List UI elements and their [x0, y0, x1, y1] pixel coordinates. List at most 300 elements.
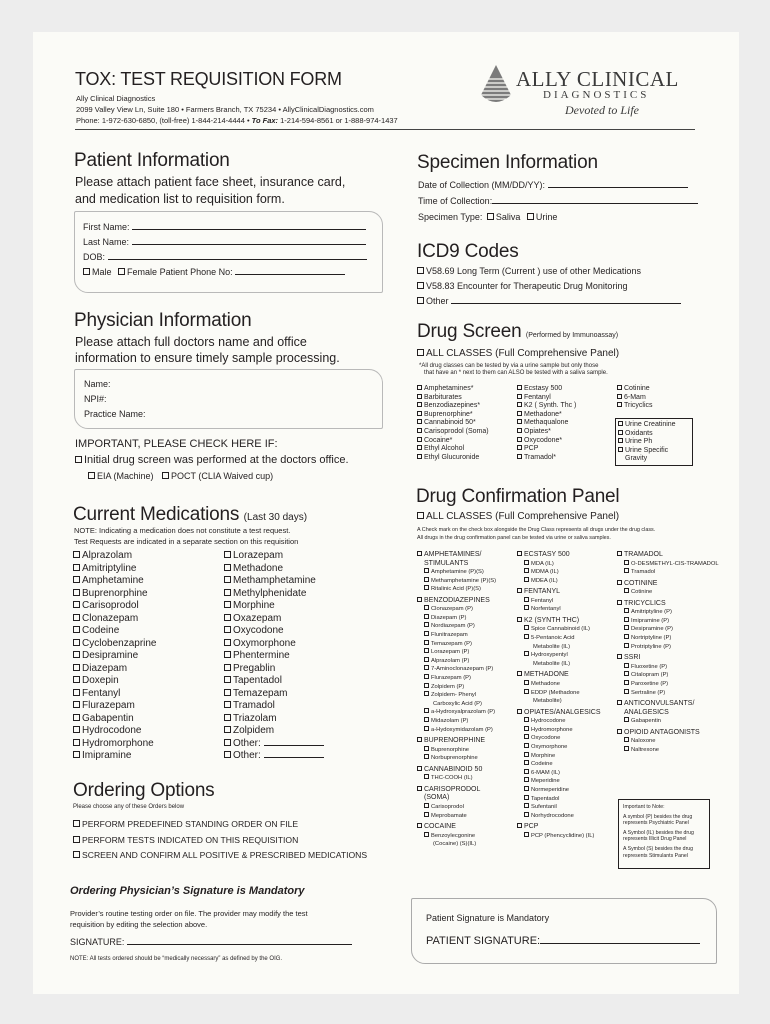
confirmation-drug-label: Carisoprodol [431, 803, 464, 810]
medications-title-suffix: (Last 30 days) [243, 512, 308, 523]
urine-validity-box [615, 418, 693, 466]
confirmation-drug-checkbox[interactable] [524, 605, 529, 610]
confirmation-class-label: BENZODIAZEPINES [424, 596, 490, 604]
medication-other-field[interactable] [264, 757, 324, 758]
ordering-option-checkbox[interactable] [73, 836, 80, 843]
confirmation-drug-checkbox[interactable] [424, 605, 429, 610]
confirmation-drug-label: Flunitrazepam [431, 632, 468, 639]
confirmation-class [617, 729, 727, 738]
confirmation-class [517, 709, 617, 718]
confirmation-drug-checkbox[interactable] [624, 663, 629, 668]
urine-validity-item [618, 430, 676, 439]
header-divider [75, 129, 695, 130]
confirmation-drug-checkbox[interactable] [524, 734, 529, 739]
medication-checkbox[interactable] [224, 739, 231, 746]
medication-item [73, 588, 157, 601]
medication-checkbox[interactable] [73, 639, 80, 646]
saliva-checkbox[interactable] [487, 213, 494, 220]
confirmation-drug-checkbox[interactable] [524, 760, 529, 765]
medication-checkbox[interactable] [224, 701, 231, 708]
dob-field[interactable] [108, 259, 367, 260]
confirmation-drug-label: Temazepam (P) [431, 640, 472, 647]
medication-label: Desipramine [82, 650, 139, 661]
confirmation-class-checkbox[interactable] [617, 600, 622, 605]
medication-label: Imipramine [82, 750, 132, 761]
medication-item [224, 725, 324, 738]
ordering-option-checkbox[interactable] [73, 851, 80, 858]
confirmation-drug-checkbox[interactable] [624, 717, 629, 722]
confirmation-drug [517, 769, 617, 778]
confirmation-title: Drug Confirmation Panel [416, 486, 620, 507]
drug-screen-checkbox[interactable] [417, 411, 422, 416]
medication-checkbox[interactable] [73, 739, 80, 746]
confirmation-class-label: STIMULANTS [424, 559, 469, 567]
medication-label: Methadone [233, 562, 284, 574]
confirmation-drug-checkbox[interactable] [424, 577, 429, 582]
confirmation-drug-label: Clonazepam (P) [431, 606, 473, 613]
confirmation-class-checkbox[interactable] [417, 823, 422, 828]
confirmation-drug-label: 6-MAM (IL) [531, 769, 560, 776]
confirmation-class [417, 786, 517, 795]
collection-date-field[interactable] [548, 187, 688, 188]
confirmation-drug [517, 605, 617, 614]
drug-screen-subtitle: (Performed by Immunoassay) [525, 332, 619, 339]
confirmation-drug-checkbox[interactable] [524, 752, 529, 757]
confirmation-drug-checkbox[interactable] [624, 689, 629, 694]
confirmation-group [617, 700, 727, 726]
medication-checkbox[interactable] [224, 651, 231, 658]
confirmation-class [417, 766, 517, 775]
confirmation-drug [517, 697, 617, 706]
medication-label: Cyclobenzaprine [82, 637, 157, 649]
confirmation-drug-checkbox[interactable] [424, 832, 429, 837]
first-name-field[interactable] [132, 229, 366, 230]
confirmation-group [417, 823, 517, 849]
confirmation-drug-checkbox[interactable] [524, 625, 529, 630]
confirmation-class-checkbox[interactable] [517, 671, 522, 676]
medication-item [73, 688, 157, 701]
confirmation-drug [617, 608, 727, 617]
medication-item [224, 550, 324, 563]
confirmation-drug-checkbox[interactable] [524, 743, 529, 748]
confirmation-drug-checkbox[interactable] [524, 786, 529, 791]
drug-screen-checkbox[interactable] [517, 437, 522, 442]
confirmation-group [417, 737, 517, 763]
confirmation-drug [517, 752, 617, 761]
medications-col-2 [224, 550, 324, 763]
confirmation-drug-checkbox[interactable] [424, 568, 429, 573]
confirmation-class-checkbox[interactable] [617, 654, 622, 659]
confirmation-drug-checkbox[interactable] [424, 754, 429, 759]
confirmation-drug-checkbox[interactable] [624, 671, 629, 676]
confirmation-class-checkbox[interactable] [617, 700, 622, 705]
medication-checkbox[interactable] [224, 551, 231, 558]
urine-validity-checkbox[interactable] [618, 438, 623, 443]
confirmation-drug [517, 597, 617, 606]
drug-screen-item [517, 428, 576, 437]
medication-checkbox[interactable] [224, 576, 231, 583]
confirmation-drug [417, 691, 517, 700]
confirmation-drug-checkbox[interactable] [424, 665, 429, 670]
confirmation-group [617, 580, 727, 597]
confirmation-class-label: CANNABINOID 50 [424, 765, 483, 773]
confirmation-drug-checkbox[interactable] [524, 597, 529, 602]
urine-validity-checkbox[interactable] [618, 430, 623, 435]
confirmation-drug-checkbox[interactable] [424, 746, 429, 751]
medication-checkbox[interactable] [73, 701, 80, 708]
confirmation-drug-checkbox[interactable] [624, 588, 629, 593]
poct-checkbox[interactable] [162, 472, 169, 479]
medications-title [73, 504, 307, 526]
important-label: IMPORTANT, PLEASE CHECK HERE IF: [75, 438, 278, 450]
confirmation-drug-checkbox[interactable] [524, 803, 529, 808]
medication-checkbox[interactable] [73, 564, 80, 571]
confirmation-drug-checkbox[interactable] [624, 634, 629, 639]
medication-checkbox[interactable] [73, 689, 80, 696]
confirmation-drug-checkbox[interactable] [524, 689, 529, 694]
drug-screen-item [517, 419, 576, 428]
practice-name-label[interactable]: Practice Name: [84, 409, 146, 419]
confirmation-drug-checkbox[interactable] [424, 631, 429, 636]
confirmation-drug [417, 614, 517, 623]
confirmation-drug-checkbox[interactable] [624, 643, 629, 648]
medication-checkbox[interactable] [224, 689, 231, 696]
drug-screen-checkbox[interactable] [517, 411, 522, 416]
confirmation-drug [517, 786, 617, 795]
drug-screen-item [617, 385, 653, 394]
drug-screen-col-3 [617, 385, 653, 411]
medication-item [224, 650, 324, 663]
confirmation-drug-label: MDMA (IL) [531, 569, 559, 576]
drug-screen-item [417, 445, 489, 454]
confirmation-group [517, 617, 617, 668]
physician-signature-field[interactable] [127, 944, 352, 945]
medication-checkbox[interactable] [73, 664, 80, 671]
ordering-option-checkbox[interactable] [73, 820, 80, 827]
medication-checkbox[interactable] [73, 676, 80, 683]
confirmation-group [617, 729, 727, 755]
confirmation-drug-label: Meprobamate [431, 812, 467, 819]
confirmation-class-checkbox[interactable] [617, 551, 622, 556]
medication-item [73, 675, 157, 688]
confirmation-drug-label: a-Hydoxymidazolam (P) [431, 726, 493, 733]
confirmation-drug-label: Nordiazepam (P) [431, 623, 475, 630]
drug-screen-item [417, 385, 489, 394]
confirmation-drug [417, 746, 517, 755]
medication-other-field[interactable] [264, 745, 324, 746]
drug-screen-label: 6-Mam [624, 393, 646, 401]
confirmation-col-3 [617, 551, 727, 757]
confirmation-drug-checkbox[interactable] [424, 803, 429, 808]
confirmation-class-checkbox[interactable] [517, 551, 522, 556]
icd-checkbox-1[interactable] [417, 267, 424, 274]
confirmation-drug-label: Methamphetamine (P)(S) [431, 577, 497, 584]
confirmation-drug-checkbox[interactable] [524, 795, 529, 800]
drug-screen-label: PCP [524, 445, 539, 453]
confirmation-drug-label: Sufentanil [531, 804, 557, 811]
confirmation-drug-checkbox[interactable] [624, 737, 629, 742]
urine-validity-checkbox[interactable] [618, 421, 623, 426]
medication-checkbox[interactable] [224, 676, 231, 683]
confirmation-drug-checkbox[interactable] [424, 691, 429, 696]
medication-item [224, 575, 324, 588]
confirmation-drug-checkbox[interactable] [524, 651, 529, 656]
female-checkbox[interactable] [118, 268, 125, 275]
medication-label: Oxazepam [233, 612, 282, 624]
medication-item [224, 663, 324, 676]
medication-checkbox[interactable] [224, 664, 231, 671]
confirmation-class [617, 600, 727, 609]
confirmation-drug-checkbox[interactable] [624, 568, 629, 573]
phone-text: Phone: 1-972-630-6850, (toll-free) 1-844-214-4444 • [76, 116, 252, 125]
confirmation-drug-checkbox[interactable] [424, 812, 429, 817]
drug-screen-item [417, 411, 489, 420]
confirmation-drug [617, 568, 727, 577]
confirmation-drug-checkbox[interactable] [524, 832, 529, 837]
medication-label: Other: [233, 737, 261, 749]
confirmation-class-checkbox[interactable] [417, 597, 422, 602]
confirmation-class [617, 551, 727, 560]
medication-label: Alprazolam [82, 550, 133, 561]
medication-label: Doxepin [82, 675, 119, 686]
drug-screen-checkbox[interactable] [417, 445, 422, 450]
dob-row [83, 252, 367, 262]
drug-screen-checkbox[interactable] [417, 437, 422, 442]
urine-checkbox[interactable] [527, 213, 534, 220]
confirmation-drug-checkbox[interactable] [624, 617, 629, 622]
medication-checkbox[interactable] [224, 726, 231, 733]
eia-checkbox[interactable] [88, 472, 95, 479]
physician-npi-label[interactable]: NPI#: [84, 394, 107, 404]
ordering-option-label: PERFORM PREDEFINED STANDING ORDER ON FILE [82, 819, 299, 829]
confirmation-drug-label: a-Hydroxyalprazolam (P) [431, 709, 496, 716]
drug-screen-all-checkbox[interactable] [417, 349, 424, 356]
medication-checkbox[interactable] [224, 589, 231, 596]
confirmation-drug-checkbox[interactable] [424, 614, 429, 619]
confirmation-drug [417, 648, 517, 657]
medication-item [73, 663, 157, 676]
medication-checkbox[interactable] [73, 726, 80, 733]
male-label: Male [92, 267, 112, 277]
drug-screen-checkbox[interactable] [517, 445, 522, 450]
initial-screen-label: Initial drug screen was performed at the doctors office. [84, 454, 349, 466]
confirmation-drug-checkbox[interactable] [424, 674, 429, 679]
confirmation-drug-checkbox[interactable] [524, 680, 529, 685]
medication-item [73, 713, 157, 726]
confirmation-class-checkbox[interactable] [517, 617, 522, 622]
confirmation-drug-label: Normeperidine [531, 786, 570, 793]
confirmation-class-checkbox[interactable] [517, 709, 522, 714]
confirmation-drug-checkbox[interactable] [624, 680, 629, 685]
patient-signature-label: PATIENT SIGNATURE: [426, 935, 541, 947]
confirmation-drug-checkbox[interactable] [424, 648, 429, 653]
confirmation-drug-label: Metabolite (IL) [533, 660, 571, 667]
medication-checkbox[interactable] [224, 751, 231, 758]
drug-screen-checkbox[interactable] [417, 385, 422, 390]
confirmation-class-checkbox[interactable] [617, 580, 622, 585]
medication-label: Gabapentin [82, 712, 134, 724]
icd-other-field[interactable] [451, 303, 681, 304]
medication-checkbox[interactable] [73, 651, 80, 658]
company-name: Ally Clinical Diagnostics [76, 94, 156, 103]
company-phone [76, 116, 398, 125]
drug-screen-checkbox[interactable] [417, 402, 422, 407]
confirmation-class-checkbox[interactable] [417, 766, 422, 771]
confirmation-drug-checkbox[interactable] [524, 560, 529, 565]
confirmation-class-checkbox[interactable] [417, 737, 422, 742]
icd-checkbox-3[interactable] [417, 297, 424, 304]
drug-screen-checkbox[interactable] [517, 419, 522, 424]
saliva-label: Saliva [495, 212, 521, 222]
confirmation-class-checkbox[interactable] [417, 786, 422, 791]
confirmation-drug-checkbox[interactable] [524, 777, 529, 782]
medication-checkbox[interactable] [224, 714, 231, 721]
patient-phone-field[interactable] [235, 274, 345, 275]
icd-item-3 [417, 296, 681, 306]
confirmation-drug-checkbox[interactable] [524, 717, 529, 722]
drug-screen-label: Cannabinoid 50* [424, 419, 476, 427]
confirmation-drug-checkbox[interactable] [424, 657, 429, 662]
ordering-choose: Please choose any of these Orders below [73, 804, 185, 810]
confirmation-col-2 [517, 551, 617, 843]
confirmation-drug-checkbox[interactable] [524, 634, 529, 639]
drug-screen-checkbox[interactable] [417, 428, 422, 433]
collection-time-field[interactable] [492, 203, 698, 204]
confirmation-drug-checkbox[interactable] [624, 608, 629, 613]
confirmation-drug [417, 605, 517, 614]
logo-sub: DIAGNOSTICS [543, 89, 650, 101]
medication-checkbox[interactable] [73, 714, 80, 721]
urine-validity-item [618, 455, 676, 464]
confirmation-drug [517, 660, 617, 669]
confirmation-class-checkbox[interactable] [617, 729, 622, 734]
patient-signature-field[interactable] [540, 943, 700, 944]
icd-checkbox-2[interactable] [417, 282, 424, 289]
confirmation-drug-label: Naltrexone [631, 746, 660, 753]
confirmation-class-checkbox[interactable] [517, 588, 522, 593]
confirmation-drug-checkbox[interactable] [524, 726, 529, 731]
drug-screen-note-1: *All drug classes can be tested by via a urine sample but only those [419, 363, 599, 369]
confirmation-class-checkbox[interactable] [517, 823, 522, 828]
drug-screen-checkbox[interactable] [617, 385, 622, 390]
confirmation-drug-label: Morphine [531, 752, 556, 759]
confirmation-drug [417, 640, 517, 649]
confirmation-all-checkbox[interactable] [417, 512, 424, 519]
confirmation-drug-checkbox[interactable] [524, 769, 529, 774]
confirmation-class-checkbox[interactable] [417, 551, 422, 556]
medication-item [73, 750, 157, 763]
medication-checkbox[interactable] [224, 601, 231, 608]
drug-screen-col-2 [517, 385, 576, 462]
drug-screen-checkbox[interactable] [417, 394, 422, 399]
confirmation-drug-checkbox[interactable] [624, 560, 629, 565]
physician-name-label[interactable]: Name: [84, 379, 111, 389]
drug-screen-checkbox[interactable] [517, 428, 522, 433]
patient-signature-row [426, 935, 700, 947]
medication-label: Oxymorphone [233, 637, 296, 649]
male-checkbox[interactable] [83, 268, 90, 275]
confirmation-class-label: TRICYCLICS [624, 599, 666, 607]
drug-screen-checkbox[interactable] [517, 394, 522, 399]
confirmation-drug [517, 577, 617, 586]
screen-method-row [88, 471, 273, 481]
medication-item [73, 600, 157, 613]
medication-checkbox[interactable] [73, 614, 80, 621]
medication-checkbox[interactable] [224, 564, 231, 571]
confirmation-drug [517, 760, 617, 769]
medication-checkbox[interactable] [73, 576, 80, 583]
urine-validity-checkbox[interactable] [618, 447, 623, 452]
medication-checkbox[interactable] [224, 639, 231, 646]
confirmation-drug-checkbox[interactable] [524, 568, 529, 573]
medication-checkbox[interactable] [224, 626, 231, 633]
confirmation-group [517, 823, 617, 840]
medication-checkbox[interactable] [73, 626, 80, 633]
confirmation-drug [417, 708, 517, 717]
urine-validity-label: Urine Creatinine [625, 421, 676, 428]
last-name-field[interactable] [132, 244, 366, 245]
medication-checkbox[interactable] [73, 601, 80, 608]
medication-checkbox[interactable] [73, 551, 80, 558]
confirmation-drug-checkbox[interactable] [524, 577, 529, 582]
form-title-text: TOX: TEST REQUISITION FORM [75, 69, 342, 89]
medication-checkbox[interactable] [224, 614, 231, 621]
logo-tagline: Devoted to Life [565, 103, 639, 117]
confirmation-drug-checkbox[interactable] [424, 683, 429, 688]
ordering-option-label: SCREEN AND CONFIRM ALL POSITIVE & PRESCRIBED MEDICATIONS [82, 850, 368, 860]
drug-screen-label: Cocaine* [424, 436, 453, 444]
medication-checkbox[interactable] [73, 589, 80, 596]
medication-checkbox[interactable] [73, 751, 80, 758]
confirmation-class [517, 617, 617, 626]
drug-screen-checkbox[interactable] [417, 454, 422, 459]
icd-label-2: V58.83 Encounter for Therapeutic Drug Monitoring [426, 281, 628, 291]
drug-screen-checkbox[interactable] [517, 454, 522, 459]
drug-screen-checkbox[interactable] [617, 394, 622, 399]
confirmation-drug-checkbox[interactable] [424, 640, 429, 645]
drug-screen-item [617, 402, 653, 411]
drug-screen-checkbox[interactable] [617, 402, 622, 407]
collection-date-label: Date of Collection (MM/DD/YY): [418, 180, 546, 190]
confirmation-drug-checkbox[interactable] [424, 774, 429, 779]
confirmation-drug-checkbox[interactable] [624, 625, 629, 630]
first-name-label: First Name: [83, 222, 130, 232]
confirmation-drug-label: Imipramine (P) [631, 617, 670, 624]
drug-screen-label: Amphetamines* [424, 385, 474, 392]
urine-validity-item [618, 438, 676, 447]
confirmation-drug-checkbox[interactable] [424, 622, 429, 627]
confirmation-drug-checkbox[interactable] [524, 812, 529, 817]
medication-item [224, 713, 324, 726]
medication-item [73, 650, 157, 663]
confirmation-drug-checkbox[interactable] [424, 585, 429, 590]
confirmation-group [417, 766, 517, 783]
confirmation-drug-checkbox[interactable] [424, 726, 429, 731]
drug-screen-checkbox[interactable] [417, 419, 422, 424]
confirmation-drug [417, 803, 517, 812]
confirmation-drug-label: Fluoxetine (P) [631, 663, 668, 670]
confirmation-drug-checkbox[interactable] [624, 746, 629, 751]
drug-screen-checkbox[interactable] [517, 402, 522, 407]
confirmation-drug-checkbox[interactable] [424, 708, 429, 713]
medication-item [224, 625, 324, 638]
confirmation-drug-checkbox[interactable] [424, 717, 429, 722]
drug-screen-all-row [417, 348, 619, 359]
drug-screen-checkbox[interactable] [517, 385, 522, 390]
medication-label: Other: [233, 750, 261, 761]
drug-screen-item [417, 454, 489, 463]
initial-screen-checkbox[interactable] [75, 456, 82, 463]
